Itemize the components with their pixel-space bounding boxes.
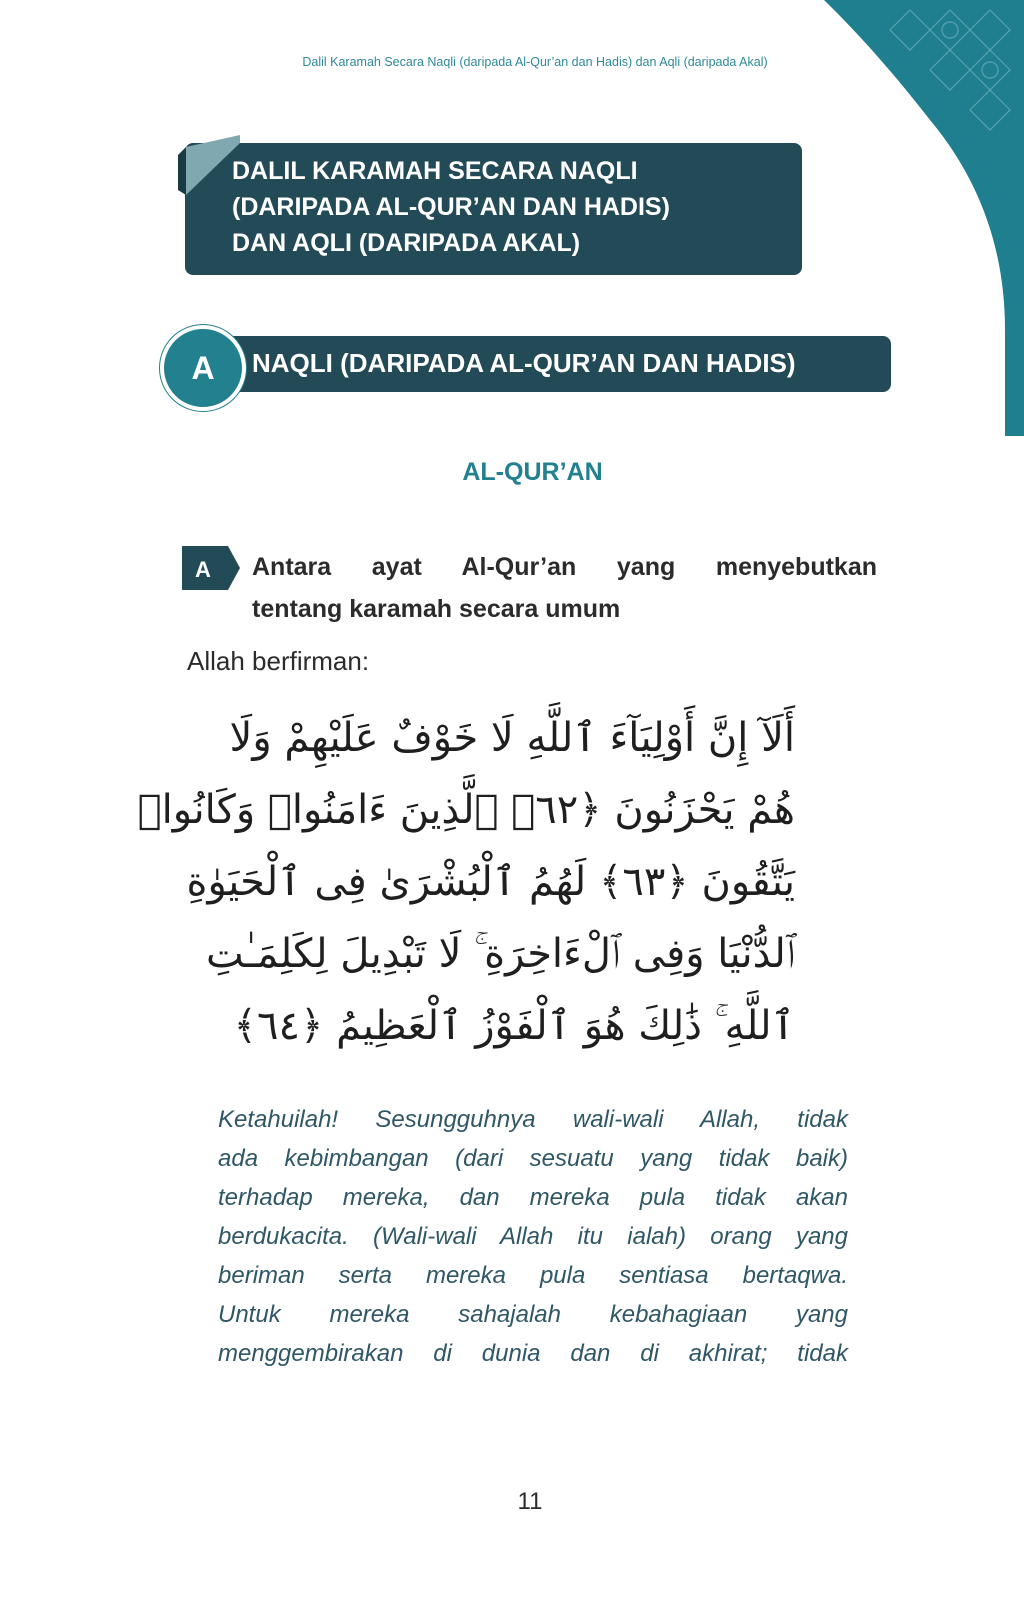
chapter-title-line: DALIL KARAMAH SECARA NAQLI — [232, 157, 638, 185]
point-marker-letter: A — [195, 557, 211, 582]
point-heading-line: tentang karamah secara umum — [252, 595, 621, 623]
quran-verse — [137, 702, 795, 1062]
chapter-title — [232, 153, 792, 261]
translation-line: berdukacita. (Wali-wali Allah itu ialah) orang yang — [218, 1223, 848, 1250]
verse-line: ٱللَّهِ ۚ ذَٰلِكَ هُوَ ٱلْفَوْزُ ٱلْعَظِيمُ ﴿٦٤﴾ — [233, 1003, 795, 1049]
verse-line: يَتَّقُونَ ﴿٦٣﴾ لَهُمُ ٱلْبُشْرَىٰ فِى ٱلْحَيَوٰةِ — [186, 859, 795, 905]
translation-line: menggembirakan di dunia dan di akhirat; tidak — [218, 1340, 848, 1367]
intro-text: Allah berfirman: — [187, 646, 370, 676]
translation-line: beriman serta mereka pula sentiasa bertaqwa. — [218, 1262, 848, 1289]
verse-translation — [218, 1100, 848, 1373]
translation-line: Ketahuilah! Sesungguhnya wali-wali Allah, tidak — [218, 1106, 848, 1133]
translation-line: ada kebimbangan (dari sesuatu yang tidak baik) — [218, 1145, 848, 1172]
chapter-title-line: (DARIPADA AL-QUR’AN DAN HADIS) — [232, 193, 670, 221]
verse-line: هُمْ يَحْزَنُونَ ﴿٦٢﴾ ٱلَّذِينَ ءَامَنُوا۟ وَكَانُوا۟ — [137, 787, 795, 833]
chapter-title-line: DAN AQLI (DARIPADA AKAL) — [232, 229, 581, 257]
section-letter-badge: A — [160, 325, 246, 411]
translation-line: Untuk mereka sahajalah kebahagiaan yang — [218, 1301, 848, 1328]
running-header: Dalil Karamah Secara Naqli (daripada Al-Qur’an dan Hadis) dan Aqli (daripada Akal) — [302, 55, 768, 69]
section-title: NAQLI (DARIPADA AL-QUR’AN DAN HADIS) — [252, 348, 796, 378]
point-heading-line: Antara ayat Al-Qur’an yang menyebutkan — [252, 553, 877, 581]
verse-line: ٱلدُّنْيَا وَفِى ٱلْءَاخِرَةِ ۚ لَا تَبْدِيلَ لِكَلِمَـٰتِ — [205, 931, 795, 977]
point-marker-badge — [182, 546, 242, 590]
subheading: AL-QUR’AN — [462, 458, 603, 486]
page-number: 11 — [517, 1488, 543, 1515]
translation-line: terhadap mereka, dan mereka pula tidak akan — [218, 1184, 848, 1211]
verse-line: أَلَآ إِنَّ أَوْلِيَآءَ ٱللَّهِ لَا خَوْفٌ عَلَيْهِمْ وَلَا — [229, 715, 795, 761]
point-heading — [252, 546, 877, 630]
